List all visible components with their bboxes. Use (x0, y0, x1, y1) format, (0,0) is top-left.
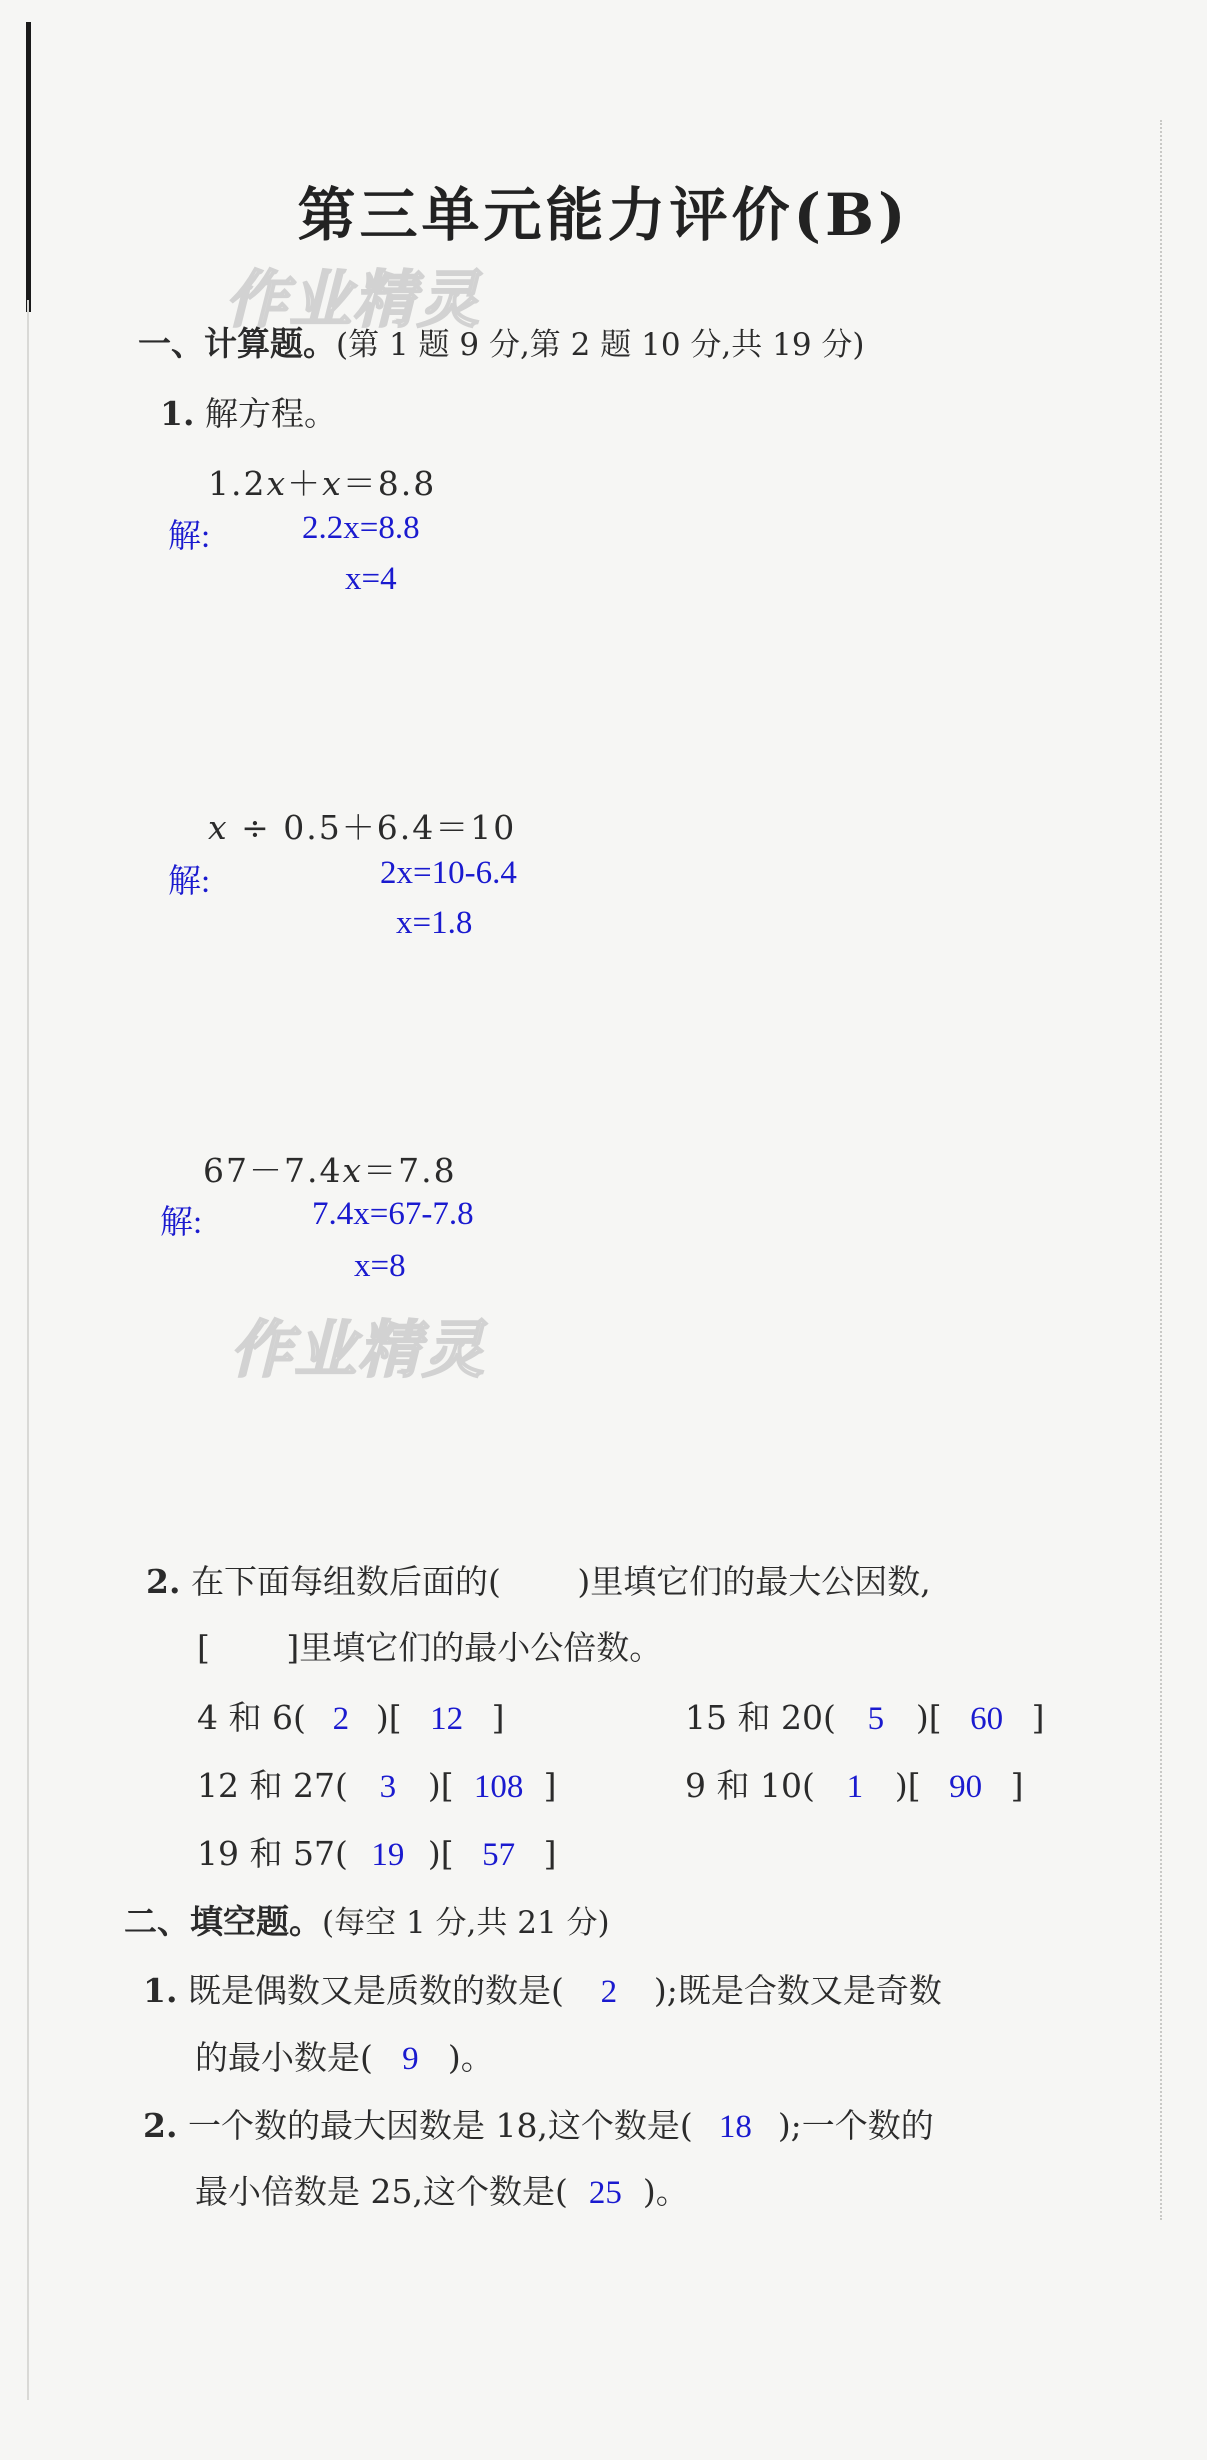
right-margin-rule (1160, 120, 1162, 2220)
pair-row-1-left: 4 和 6( 2 )[ 12 ] (197, 1698, 505, 1737)
equation-1-rhs: ＝8.8 (342, 464, 437, 503)
section1-note: (第 1 题 9 分,第 2 题 10 分,共 19 分) (336, 327, 865, 363)
equation-2-step2: x=1.8 (396, 905, 473, 941)
equation-1-plus: ＋ (287, 464, 323, 503)
fill-q1-line1 (143, 1965, 942, 2012)
fill-q1-line2 (195, 2032, 494, 2079)
pair-gcd-answer: 1 (846, 1769, 864, 1805)
q1-number: 1. (160, 394, 195, 433)
equation-2-rest: ÷ 0.5＋6.4＝10 (228, 808, 517, 847)
section1-title: 一、计算题。 (138, 324, 336, 363)
equation-1-step1: 2.2x=8.8 (302, 510, 420, 546)
q2-text-line1: 在下面每组数后面的( )里填它们的最大公因数, (190, 1562, 931, 1601)
fill-q2-answer2: 25 (588, 2175, 622, 2211)
pair-gcd-answer: 2 (332, 1701, 350, 1737)
equation-3 (203, 1145, 457, 1192)
fill-q2-answer1: 18 (718, 2109, 752, 2145)
fill-q1-number: 1. (143, 1971, 178, 2010)
pair-lcm-answer: 12 (430, 1701, 464, 1737)
fill-q2-text-d: )。 (642, 2172, 689, 2211)
q1-text: 解方程。 (204, 394, 337, 433)
pair-row-2-left: 12 和 27( 3 )[ 108 ] (197, 1766, 557, 1805)
pair-row-1-right: 15 和 20( 5 )[ 60 ] (685, 1698, 1045, 1737)
equation-2 (208, 802, 516, 849)
watermark-middle: 作业精灵 (230, 1313, 487, 1386)
solve-label-1: 解: (168, 519, 211, 555)
equation-1-var2: x (322, 464, 343, 503)
fill-q1-text-a: 既是偶数又是质数的数是( (187, 1971, 564, 2010)
pair-row-2-right: 9 和 10( 1 )[ 90 ] (685, 1766, 1024, 1805)
q2-text-line2: [ ]里填它们的最小公倍数。 (197, 1628, 663, 1667)
page-edge-shadow (27, 300, 29, 2400)
q2-number: 2. (146, 1562, 181, 1601)
solve-label-3: 解: (160, 1205, 203, 1241)
fill-q2-line2 (195, 2166, 689, 2213)
fill-q1-answer2: 9 (402, 2041, 419, 2077)
pair-gcd-answer: 3 (379, 1769, 397, 1805)
fill-q1-text-d: )。 (447, 2038, 494, 2077)
watermark-top: 作业精灵 (225, 263, 482, 336)
equation-1-step2: x=4 (345, 561, 397, 597)
equation-2-step1: 2x=10-6.4 (380, 855, 517, 891)
equation-2-var: x (208, 808, 229, 847)
pair-lcm-answer: 60 (970, 1701, 1004, 1737)
pair-label: 15 和 20( (685, 1698, 836, 1737)
pair-gcd-answer: 5 (867, 1701, 885, 1737)
page-title: 第三单元能力评价(B) (297, 181, 910, 249)
pair-gcd-answer: 19 (371, 1837, 405, 1873)
equation-3-var: x (342, 1151, 364, 1190)
pair-label: 19 和 57( (197, 1834, 348, 1873)
fill-q2-text-b: );一个数的 (777, 2106, 934, 2145)
pair-label: 4 和 6( (197, 1698, 306, 1737)
equation-3-step2: x=8 (354, 1248, 406, 1284)
fill-q2-number: 2. (143, 2106, 178, 2145)
page-binding-edge (26, 22, 31, 312)
equation-3-step1: 7.4x=67-7.8 (312, 1196, 474, 1232)
pair-lcm-answer: 90 (949, 1769, 983, 1805)
section2-note: (每空 1 分,共 21 分) (322, 1905, 610, 1941)
fill-q2-text-c: 最小倍数是 25,这个数是( (195, 2172, 568, 2211)
equation-3-lhs: 67－7.4 (203, 1151, 343, 1190)
solve-label-2: 解: (168, 864, 211, 900)
q2-line1 (146, 1556, 931, 1603)
pair-lcm-answer: 57 (482, 1837, 516, 1873)
pair-row-3-left: 19 和 57( 19 )[ 57 ] (197, 1834, 557, 1873)
pair-label: 12 和 27( (197, 1766, 348, 1805)
fill-q2-line1 (143, 2100, 934, 2147)
fill-q1-text-b: );既是合数又是奇数 (653, 1971, 942, 2010)
q1-prompt (160, 388, 337, 435)
pair-label: 9 和 10( (685, 1766, 815, 1805)
pair-lcm-answer: 108 (473, 1769, 524, 1805)
section1-heading (138, 318, 865, 365)
equation-1 (208, 458, 436, 505)
equation-1-var: x (266, 464, 288, 503)
equation-1-coef: 1.2 (208, 464, 267, 503)
fill-q2-text-a: 一个数的最大因数是 18,这个数是( (187, 2106, 693, 2145)
fill-q1-answer1: 2 (600, 1974, 618, 2010)
fill-q1-text-c: 的最小数是( (195, 2038, 373, 2077)
equation-3-rhs: ＝7.8 (363, 1151, 457, 1190)
section2-heading (124, 1896, 610, 1943)
section2-title: 二、填空题。 (124, 1902, 322, 1941)
